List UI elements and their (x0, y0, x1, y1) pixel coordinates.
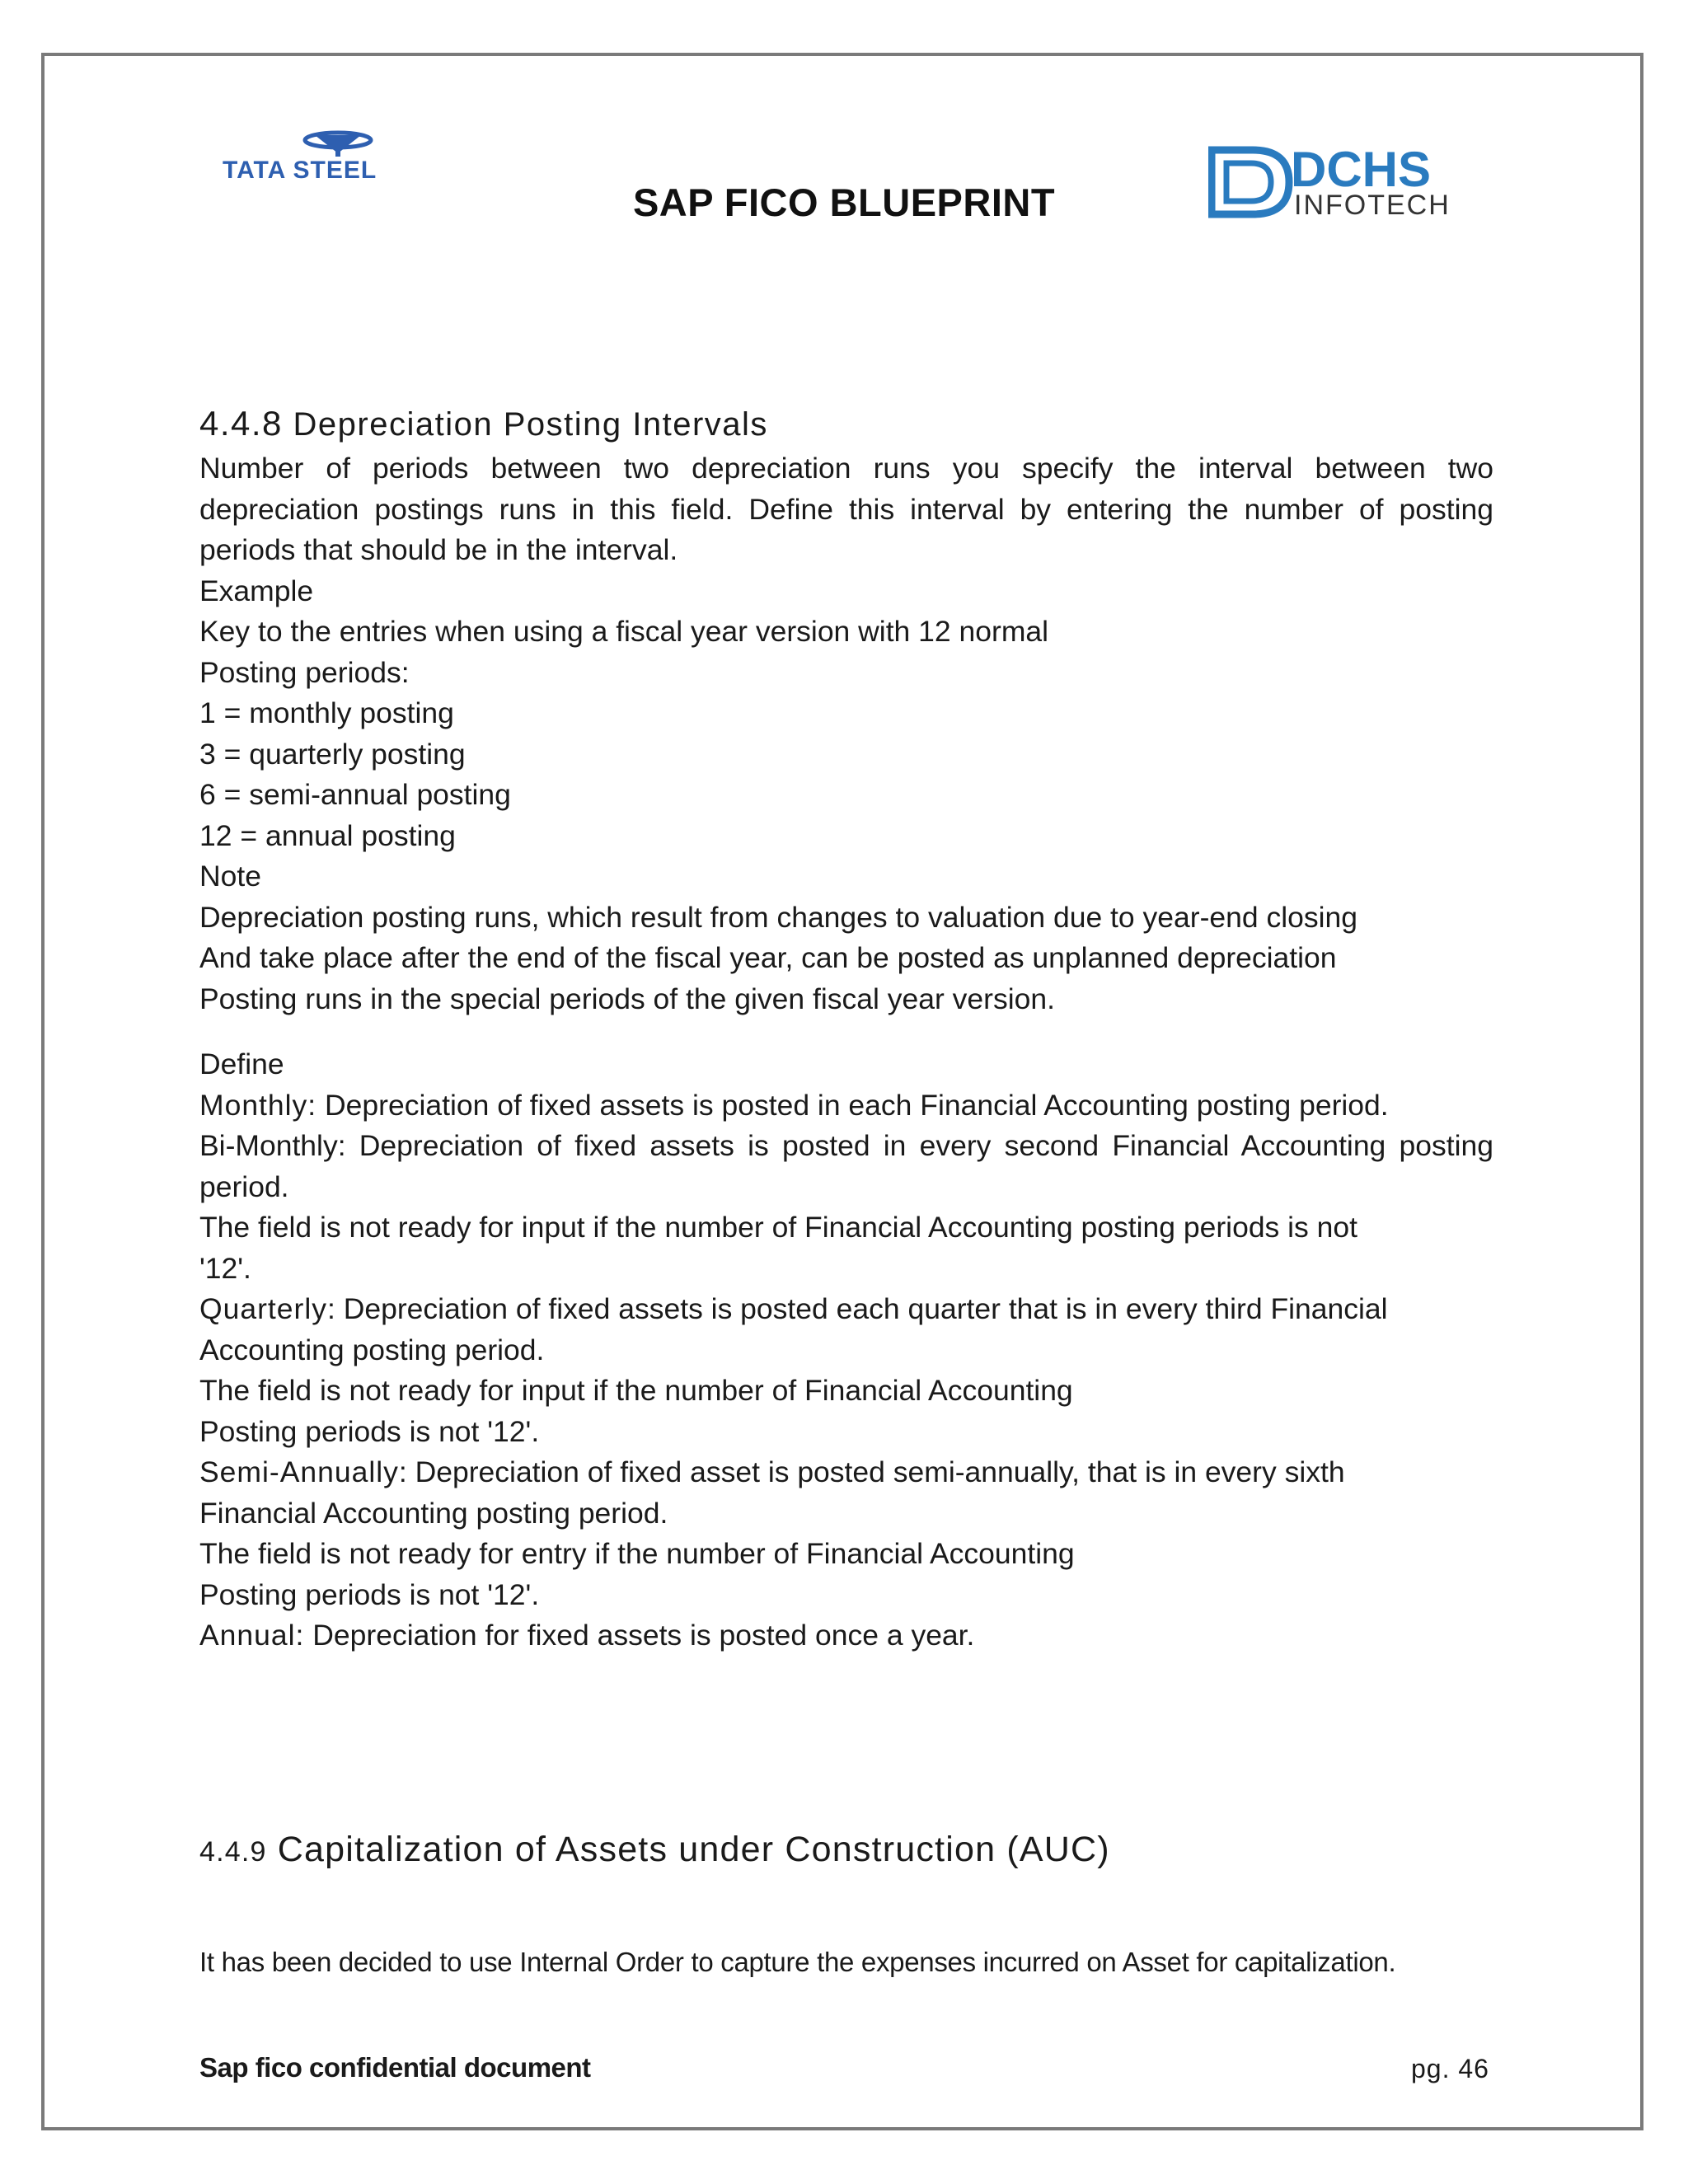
monthly-label: Monthly: (199, 1088, 317, 1122)
text-line: Financial Accounting posting period. (199, 1496, 668, 1530)
intro-line: periods that should be in the interval. (199, 533, 678, 566)
text-line: Key to the entries when using a fiscal year version with 12 normal (199, 615, 1049, 648)
section-heading-449 (199, 1830, 1110, 1870)
semiannual-text: : Depreciation of fixed asset is posted semi-annually, that is in every sixth (398, 1455, 1345, 1488)
section-title: Depreciation Posting Intervals (293, 406, 768, 443)
text-line: Note (199, 860, 261, 893)
text-line: '12'. (199, 1251, 251, 1285)
annual-label: Annual: (199, 1619, 305, 1652)
intro-line: Number of periods between two depreciation runs you specify the interval between two (199, 452, 1493, 485)
text-line: The field is not ready for entry if the number of Financial Accounting (199, 1537, 1075, 1570)
annual-text: Depreciation for fixed assets is posted once a year. (304, 1619, 975, 1652)
bimonthly-line (199, 1126, 1493, 1167)
text-line: And take place after the end of the fiscal year, can be posted as unplanned depreciation (199, 941, 1337, 974)
bimonthly-label: Bi-Monthly: (199, 1129, 346, 1162)
define-label: Define (199, 1047, 284, 1080)
dchs-logo-main: DCHS (1291, 145, 1432, 197)
dchs-logo-sub: INFOTECH (1294, 190, 1451, 219)
text-line: Posting runs in the special periods of the given fiscal year version. (199, 982, 1055, 1015)
section-number: 4.4.8 (199, 404, 283, 443)
quarterly-line (199, 1289, 1493, 1330)
text-line: The field is not ready for input if the number of Financial Accounting posting periods is not (199, 1211, 1358, 1244)
text-line: period. (199, 1169, 289, 1203)
semiannual-label: Semi-Annually (199, 1455, 399, 1488)
text-line: 1 = monthly posting (199, 696, 454, 729)
section-number: 4.4.9 (199, 1836, 267, 1868)
text-line: 6 = semi-annual posting (199, 778, 511, 811)
bimonthly-text: Depreciation of fixed assets is posted in every second Financial Accounting posting (345, 1129, 1493, 1162)
page-number: pg. 46 (1411, 2054, 1489, 2083)
document-title: SAP FICO BLUEPRINT (632, 180, 1056, 224)
text-line: Example (199, 574, 314, 607)
auc-paragraph: It has been decided to use Internal Order to capture the expenses incurred on Asset for capitalization. (199, 1947, 1396, 1977)
section-title: Capitalization of Assets under Construction (AUC) (277, 1830, 1110, 1869)
text-line: Accounting posting period. (199, 1333, 545, 1366)
text-line: The field is not ready for input if the number of Financial Accounting (199, 1374, 1073, 1407)
annual-line (199, 1615, 1493, 1657)
text-line: Posting periods is not '12'. (199, 1414, 540, 1448)
intro-line: depreciation postings runs in this field. Define this interval by entering the number of posting (199, 492, 1493, 526)
tata-steel-logo-text: TATA STEEL (223, 157, 377, 184)
monthly-text: Depreciation of fixed assets is posted in each Financial Accounting posting period. (316, 1088, 1389, 1122)
text-line: 3 = quarterly posting (199, 737, 466, 771)
spacer (199, 1019, 1493, 1044)
monthly-line (199, 1085, 1493, 1127)
main-content (199, 404, 1493, 1657)
footer-confidential: Sap fico confidential document (199, 2052, 591, 2083)
quarterly-label: Quarterly (199, 1292, 327, 1325)
text-line: Posting periods: (199, 655, 410, 689)
text-line: 12 = annual posting (199, 818, 456, 852)
text-line: Posting periods is not '12'. (199, 1577, 540, 1611)
text-line: Depreciation posting runs, which result from changes to valuation due to year-end closing (199, 900, 1358, 934)
semiannual-line (199, 1452, 1493, 1493)
quarterly-text: : Depreciation of fixed assets is posted each quarter that is in every third Financial (327, 1292, 1388, 1325)
section-heading-448 (199, 404, 1493, 443)
